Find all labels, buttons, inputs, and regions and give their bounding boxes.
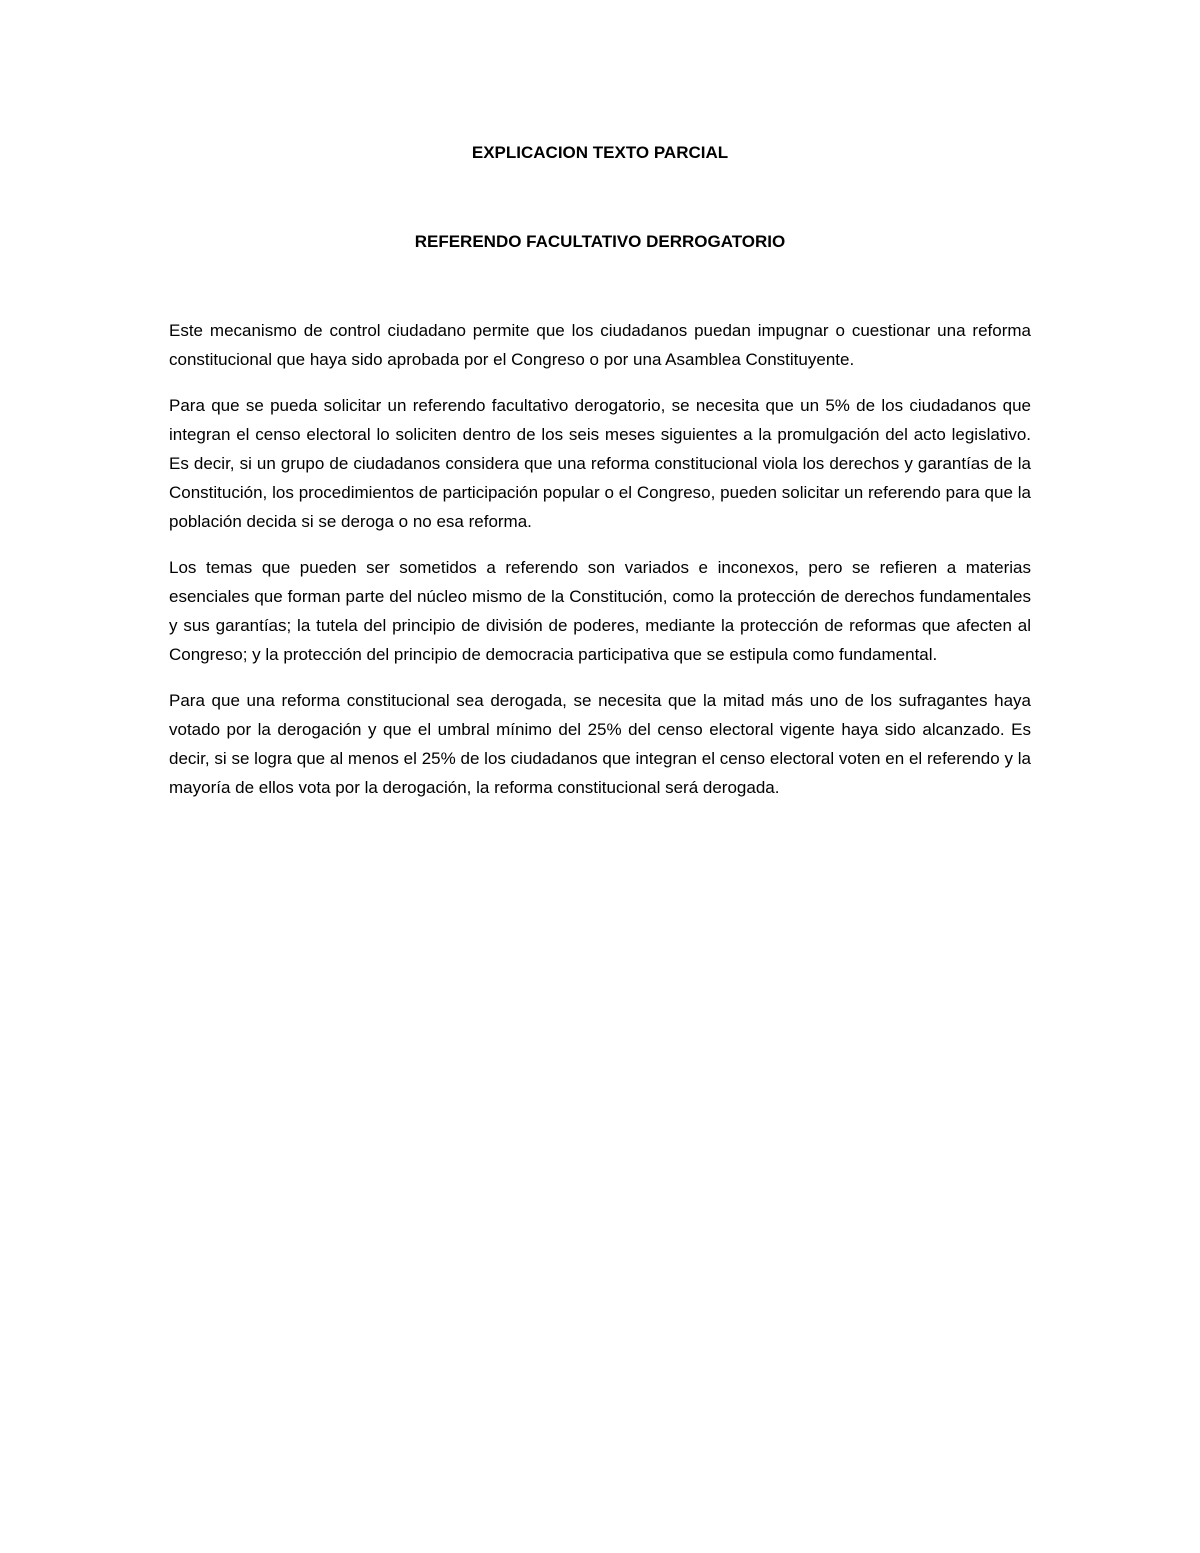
paragraph-3: Los temas que pueden ser sometidos a referendo son variados e inconexos, pero se refieren a materias esenciales que forman parte del núcleo mismo de la Constitución, como la protección de derechos fundamentales y sus garantías; la tutela del principio de división de poderes, mediante la protección de reformas que afecten al Congreso; y la protección del principio de democracia participativa que se estipula como fundamental. [169, 558, 1031, 664]
document-subtitle: REFERENDO FACULTATIVO DERROGATORIO [414, 232, 786, 251]
paragraph-1: Este mecanismo de control ciudadano permite que los ciudadanos puedan impugnar o cuestionar una reforma constitucional que haya sido aprobada por el Congreso o por una Asamblea Constituyente. [169, 321, 1031, 369]
document-title: EXPLICACION TEXTO PARCIAL [471, 143, 729, 162]
paragraph-4: Para que una reforma constitucional sea derogada, se necesita que la mitad más uno de los sufragantes haya votado por la derogación y que el umbral mínimo del 25% del censo electoral vigente haya sido alcanzado. Es decir, si se logra que al menos el 25% de los ciudadanos que integran el censo electoral voten en el referendo y la mayoría de ellos vota por la derogación, la reforma constitucional será derogada. [169, 691, 1031, 797]
paragraph-2: Para que se pueda solicitar un referendo facultativo derogatorio, se necesita que un 5% de los ciudadanos que integran el censo electoral lo soliciten dentro de los seis meses siguientes a la promulgación del acto legislativo. Es decir, si un grupo de ciudadanos considera que una reforma constitucional viola los derechos y garantías de la Constitución, los procedimientos de participación popular o el Congreso, pueden solicitar un referendo para que la población decida si se deroga o no esa reforma. [169, 396, 1031, 531]
document-body [169, 316, 1031, 819]
